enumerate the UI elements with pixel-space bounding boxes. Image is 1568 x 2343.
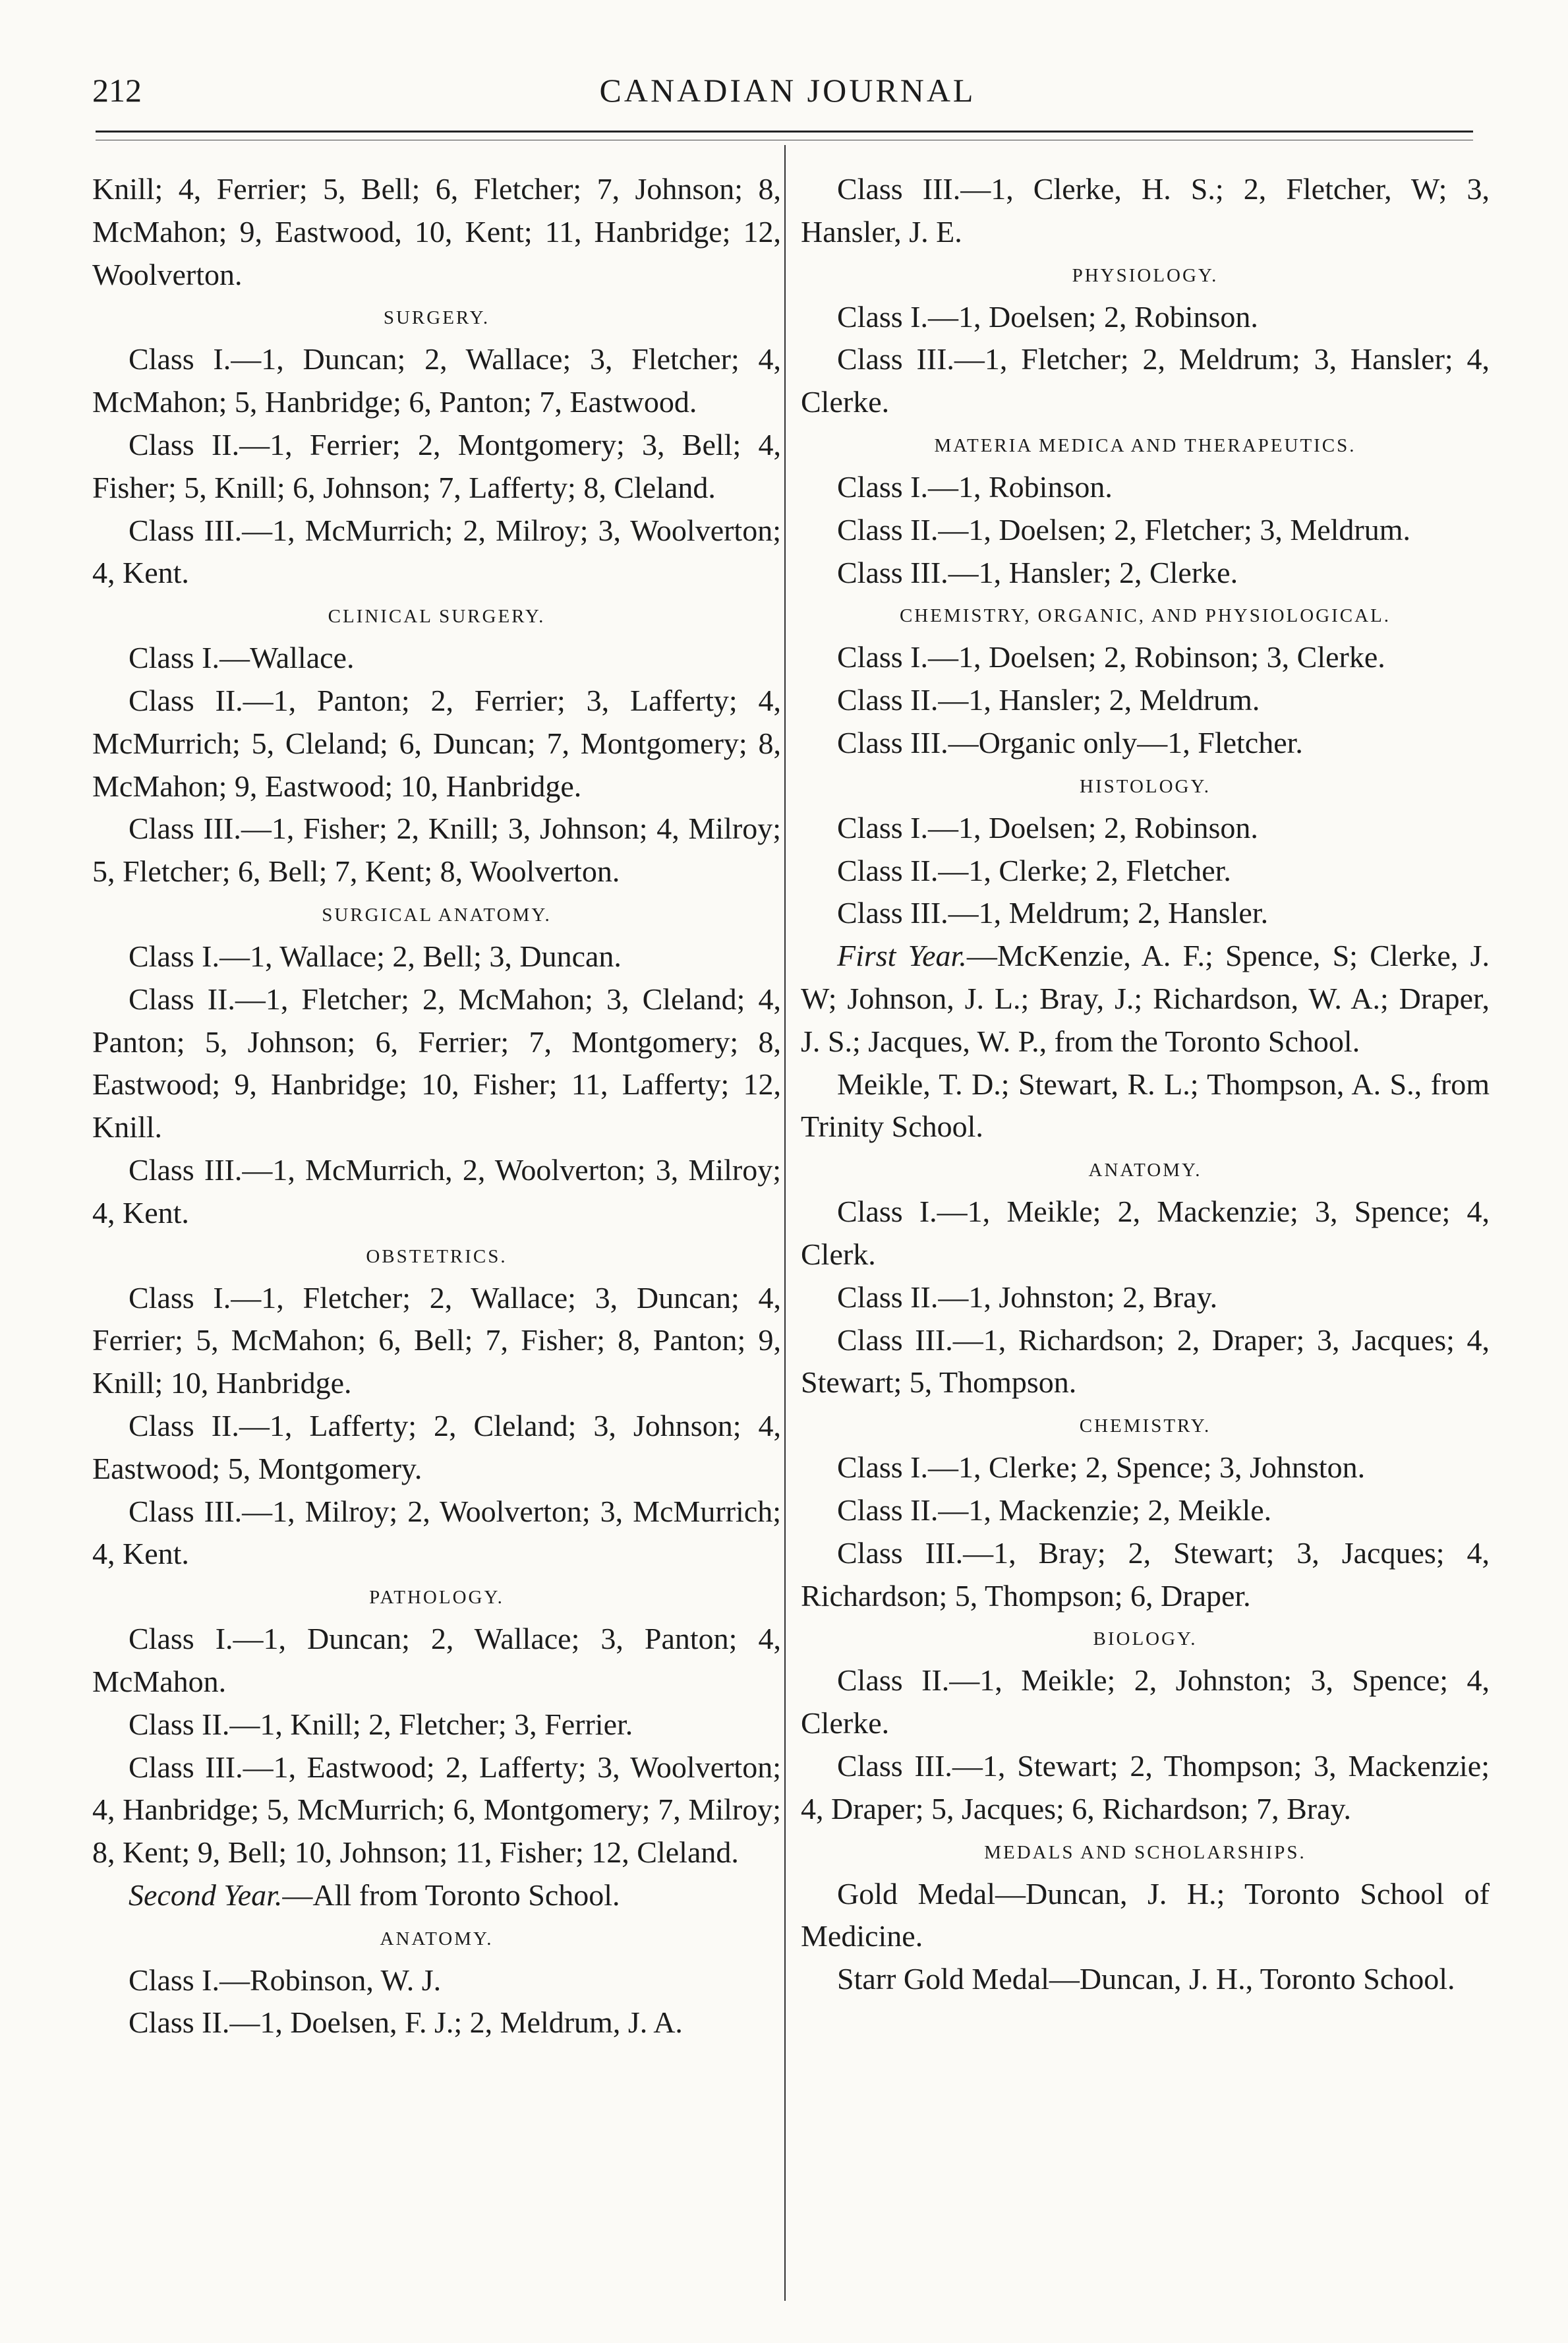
- running-header: [92, 71, 1483, 124]
- class-entry: Class I.—1, Robinson.: [837, 469, 1113, 504]
- class-entry: Class I.—1, Doelsen; 2, Robinson; 3, Clerke.: [837, 640, 1385, 674]
- section-heading-anatomy: ANATOMY.: [380, 1928, 494, 1949]
- class-entry: Class I.—Robinson, W. J.: [129, 1963, 442, 1997]
- class-entry: Class II.—1, Mackenzie; 2, Meikle.: [837, 1493, 1272, 1527]
- year-entry: [801, 935, 1490, 1063]
- medal-entry: Starr Gold Medal—Duncan, J. H., Toronto School.: [837, 1962, 1455, 1996]
- class-entry: Class II.—1, Johnston; 2, Bray.: [837, 1280, 1218, 1314]
- class-entry: Class I.—1, Clerke; 2, Spence; 3, Johnston.: [837, 1450, 1366, 1485]
- left-column: [92, 168, 781, 2044]
- class-entry: Class I.—1, Fletcher; 2, Wallace; 3, Duncan; 4, Ferrier; 5, McMahon; 6, Bell; 7, Fisher; 8, Panton; 9, Knill; 10, Hanbridge.: [92, 1280, 781, 1400]
- section-heading-chemistry: CHEMISTRY.: [1079, 1415, 1211, 1437]
- class-entry: Class II.—1, Panton; 2, Ferrier; 3, Lafferty; 4, McMurrich; 5, Cleland; 6, Duncan; 7, Montgomery; 8, McMahon; 9, Eastwood; 10, Hanbridge.: [92, 683, 781, 803]
- class-entry: Class III.—1, Milroy; 2, Woolverton; 3, McMurrich; 4, Kent.: [92, 1494, 781, 1571]
- page-number: 212: [92, 72, 142, 109]
- class-entry: Class III.—Organic only—1, Fletcher.: [837, 725, 1303, 759]
- class-entry: Class III.—1, Fletcher; 2, Meldrum; 3, Hansler; 4, Clerke.: [801, 342, 1490, 419]
- section-heading-clinical-surgery: CLINICAL SURGERY.: [328, 606, 546, 628]
- class-entry: Class II.—1, Lafferty; 2, Cleland; 3, Johnson; 4, Eastwood; 5, Montgomery.: [92, 1408, 781, 1485]
- section-heading-anatomy: ANATOMY.: [1088, 1160, 1202, 1181]
- class-entry: Class I.—1, Duncan; 2, Wallace; 3, Fletcher; 4, McMahon; 5, Hanbridge; 6, Panton; 7, Eastwood.: [92, 342, 781, 419]
- class-entry: Class I.—1, Wallace; 2, Bell; 3, Duncan.: [129, 939, 622, 973]
- section-heading-pathology: PATHOLOGY.: [369, 1587, 504, 1609]
- section-heading-surgery: SURGERY.: [383, 307, 490, 329]
- section-heading-chemistry-organic: CHEMISTRY, ORGANIC, AND PHYSIOLOGICAL.: [899, 605, 1391, 627]
- class-entry: Class III.—1, Fisher; 2, Knill; 3, Johnson; 4, Milroy; 5, Fletcher; 6, Bell; 7, Kent; 8, Woolverton.: [92, 812, 781, 889]
- class-entry: Class I.—Wallace.: [129, 641, 355, 675]
- class-entry: Class II.—1, Knill; 2, Fletcher; 3, Ferrier.: [129, 1707, 633, 1741]
- class-entry: Class III.—1, Hansler; 2, Clerke.: [837, 555, 1238, 589]
- class-entry: Class II.—1, Clerke; 2, Fletcher.: [837, 853, 1231, 887]
- class-entry: Class III.—1, Richardson; 2, Draper; 3, Jacques; 4, Stewart; 5, Thompson.: [801, 1322, 1490, 1400]
- class-entry: Class III.—1, Bray; 2, Stewart; 3, Jacques; 4, Richardson; 5, Thompson; 6, Draper.: [801, 1535, 1490, 1613]
- class-entry: Class III.—1, Meldrum; 2, Hansler.: [837, 896, 1269, 930]
- class-entry: Class III.—1, Eastwood; 2, Lafferty; 3, Woolverton; 4, Hanbridge; 5, McMurrich; 6, Montgomery; 7, Milroy; 8, Kent; 9, Bell; 10, Johnson; 11, Fisher; 12, Cleland.: [92, 1750, 781, 1870]
- class-entry: Class II.—1, Hansler; 2, Meldrum.: [837, 683, 1260, 717]
- continued-paragraph: Knill; 4, Ferrier; 5, Bell; 6, Fletcher; 7, Johnson; 8, McMahon; 9, Eastwood, 10, Kent; 11, Hanbridge; 12, Woolverton.: [92, 172, 781, 291]
- class-entry: Class II.—1, Fletcher; 2, McMahon; 3, Cleland; 4, Panton; 5, Johnson; 6, Ferrier; 7, Montgomery; 8, Eastwood; 9, Hanbridge; 10, Fisher; 11, Lafferty; 12, Knill.: [92, 982, 781, 1144]
- class-entry: Class II.—1, Ferrier; 2, Montgomery; 3, Bell; 4, Fisher; 5, Knill; 6, Johnson; 7, Lafferty; 8, Cleland.: [92, 427, 781, 504]
- class-entry: Class I.—1, Duncan; 2, Wallace; 3, Panton; 4, McMahon.: [92, 1622, 781, 1698]
- class-entry: Class II.—1, Doelsen; 2, Fletcher; 3, Meldrum.: [837, 512, 1411, 547]
- year-text: —McKenzie, A. F.; Spence, S; Clerke, J. W; Johnson, J. L.; Bray, J.; Richardson, W. A.; Draper, J. S.; Jacques, W. P., from the Toronto School.: [801, 939, 1490, 1058]
- continued-paragraph: Class III.—1, Clerke, H. S.; 2, Fletcher, W; 3, Hansler, J. E.: [801, 172, 1490, 249]
- medal-entry: Gold Medal—Duncan, J. H.; Toronto School of Medicine.: [801, 1876, 1490, 1953]
- section-heading-biology: BIOLOGY.: [1093, 1628, 1198, 1650]
- section-heading-obstetrics: OBSTETRICS.: [366, 1245, 508, 1267]
- column-divider: [784, 145, 786, 2301]
- class-entry: Class I.—1, Doelsen; 2, Robinson.: [837, 299, 1258, 334]
- class-entry: Class II.—1, Meikle; 2, Johnston; 3, Spence; 4, Clerke.: [801, 1663, 1490, 1740]
- journal-title: CANADIAN JOURNAL: [599, 72, 976, 109]
- section-heading-histology: HISTOLOGY.: [1080, 775, 1211, 797]
- section-heading-medals: MEDALS AND SCHOLARSHIPS.: [984, 1841, 1306, 1863]
- class-entry: Class I.—1, Meikle; 2, Mackenzie; 3, Spence; 4, Clerk.: [801, 1195, 1490, 1271]
- class-entry: Class I.—1, Doelsen; 2, Robinson.: [837, 810, 1258, 845]
- class-entry: Class III.—1, McMurrich, 2, Woolverton; 3, Milroy; 4, Kent.: [92, 1152, 781, 1230]
- year-text: —All from Toronto School.: [282, 1878, 620, 1912]
- trinity-entry: Meikle, T. D.; Stewart, R. L.; Thompson, A. S., from Trinity School.: [801, 1067, 1490, 1144]
- header-rule: [96, 131, 1473, 133]
- right-column: [801, 168, 1490, 2001]
- class-entry: Class II.—1, Doelsen, F. J.; 2, Meldrum, J. A.: [129, 2005, 683, 2040]
- class-entry: Class III.—1, Stewart; 2, Thompson; 3, Mackenzie; 4, Draper; 5, Jacques; 6, Richardson; 7, Bray.: [801, 1748, 1490, 1825]
- year-label: First Year.: [837, 939, 967, 973]
- section-heading-materia-medica: MATERIA MEDICA AND THERAPEUTICS.: [934, 434, 1356, 456]
- section-heading-physiology: PHYSIOLOGY.: [1072, 264, 1219, 286]
- year-label: Second Year.: [129, 1878, 283, 1912]
- section-heading-surgical-anatomy: SURGICAL ANATOMY.: [322, 904, 552, 926]
- class-entry: Class III.—1, McMurrich; 2, Milroy; 3, Woolverton; 4, Kent.: [92, 513, 781, 590]
- year-entry: [92, 1874, 781, 1917]
